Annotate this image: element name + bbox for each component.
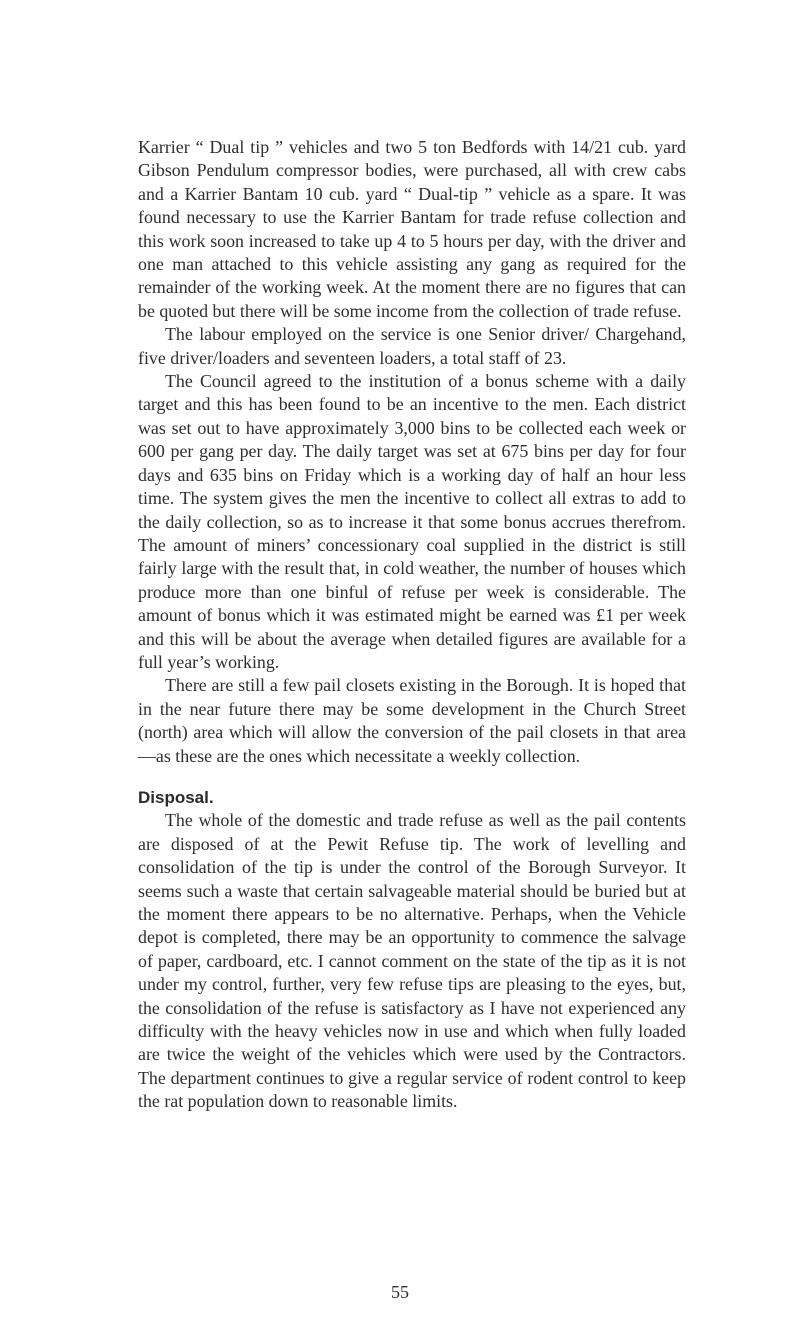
- paragraph-labour: The labour employed on the service is one Senior driver/ Chargehand, five driver/loaders and seventeen loaders, a total staff of 23.: [138, 324, 686, 368]
- paragraph-disposal: The whole of the domestic and trade refuse as well as the pail contents are disposed of at the Pewit Refuse tip. The work of levelling and consolidation of the tip is under the control of the Borough Surveyor. It seems such a waste that certain salvageable material should be buried but at the moment there appears to be no alternative. Perhaps, when the Vehicle depot is completed, there may be an opportunity to commence the salvage of paper, cardboard, etc. I cannot comment on the state of the tip as it is not under my control, further, very few refuse tips are pleasing to the eyes, but, the consolidation of the refuse is satisfactory as I have not experienced any difficulty with the heavy vehicles now in use and which when fully loaded are twice the weight of the vehicles which were used by the Contractors. The department continues to give a regular service of rodent control to keep the rat population down to reasonable limits.: [138, 810, 686, 1112]
- paragraph-bonus-scheme: The Council agreed to the institution of a bonus scheme with a daily target and this has been found to be an incentive to the men. Each district was set out to have approximately 3,000 bins to be collected each week or 600 per gang per day. The daily target was set at 675 bins per day for four days and 635 bins on Friday which is a working day of half an hour less time. The system gives the men the incentive to collect all extras to add to the daily collection, so as to increase it that some bonus accrues therefrom. The amount of miners’ concessionary coal supplied in the district is still fairly large with the result that, in cold weather, the number of houses which produce more than one binful of refuse per week is considerable. The amount of bonus which it was estimated might be earned was £1 per week and this will be about the average when detailed figures are available for a full year’s working.: [138, 371, 686, 672]
- page-body: [138, 136, 686, 1114]
- section-heading-disposal: Disposal.: [138, 787, 214, 807]
- paragraph-vehicles: Karrier “ Dual tip ” vehicles and two 5 ton Bedfords with 14/21 cub. yard Gibson Pendulum compressor bodies, were purchased, all with crew cabs and a Karrier Bantam 10 cub. yard “ Dual-tip ” vehicle as a spare. It was found necessary to use the Karrier Bantam for trade refuse collection and this work soon increased to take up 4 to 5 hours per day, with the driver and one man attached to this vehicle assisting any gang as required for the remainder of the working week. At the moment there are no figures that can be quoted but there will be some income from the collection of trade refuse.: [138, 137, 686, 321]
- page-number: 55: [391, 1282, 409, 1302]
- paragraph-pail-closets: There are still a few pail closets existing in the Borough. It is hoped that in the near future there may be some development in the Church Street (north) area which will allow the conversion of the pail closets in that area—as these are the ones which necessitate a weekly collection.: [138, 675, 686, 766]
